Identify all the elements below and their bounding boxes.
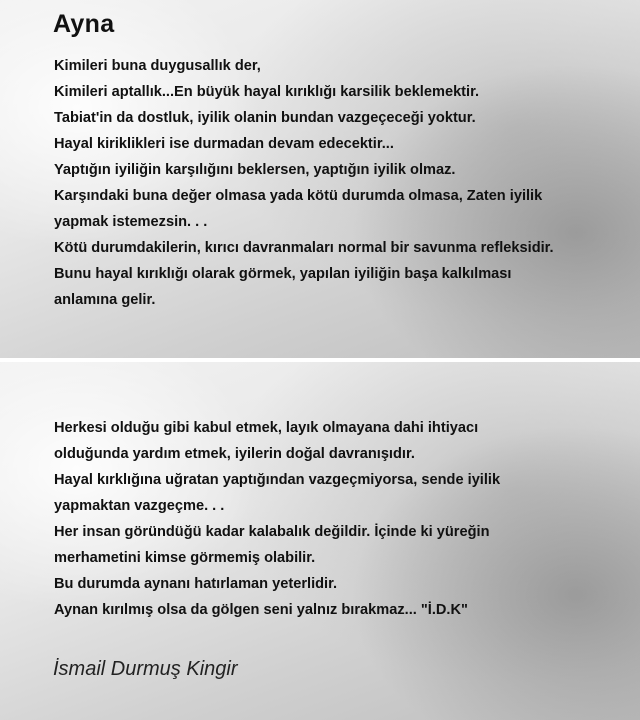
poem-line: Yaptığın iyiliğin karşılığını beklersen, yaptığın iyilik olmaz.: [54, 162, 456, 178]
stanza-2: [54, 415, 500, 623]
poem-line: Bunu hayal kırıklığı olarak görmek, yapılan iyiliğin başa kalkılması: [54, 266, 512, 282]
poem-line: merhametini kimse görmemiş olabilir.: [54, 550, 316, 566]
poem-line: anlamına gelir.: [54, 292, 156, 308]
poem-line: yapmak istemezsin. . .: [54, 214, 208, 230]
poem-panel-top: [0, 0, 640, 358]
poem-title: Ayna: [53, 10, 115, 38]
poem-line: Aynan kırılmış olsa da gölgen seni yalnız bırakmaz... "İ.D.K": [54, 602, 468, 618]
poem-author: İsmail Durmuş Kingir: [53, 658, 238, 680]
poem-line: Tabiat'in da dostluk, iyilik olanin bundan vazgeçeceği yoktur.: [54, 110, 476, 126]
poem-line: Hayal kiriklikleri ise durmadan devam edecektir...: [54, 136, 394, 152]
poem-line: Kimileri buna duygusallık der,: [54, 58, 261, 74]
poem-line: Herkesi olduğu gibi kabul etmek, layık olmayana dahi ihtiyacı: [54, 420, 479, 436]
poem-line: Kötü durumdakilerin, kırıcı davranmaları normal bir savunma refleksidir.: [54, 240, 554, 256]
poem-line: Hayal kırklığına uğratan yaptığından vazgeçmiyorsa, sende iyilik: [54, 472, 501, 488]
poem-line: Bu durumda aynanı hatırlaman yeterlidir.: [54, 576, 338, 592]
poem-line: Karşındaki buna değer olmasa yada kötü durumda olmasa, Zaten iyilik: [54, 188, 543, 204]
poem-line: olduğunda yardım etmek, iyilerin doğal davranışıdır.: [54, 446, 415, 462]
poem-line: Her insan göründüğü kadar kalabalık değildir. İçinde ki yüreğin: [54, 524, 490, 540]
stanza-1: [54, 53, 554, 313]
poem-line: Kimileri aptallık...En büyük hayal kırıklığı karsilik beklemektir.: [54, 84, 480, 100]
poem-panel-bottom: [0, 362, 640, 720]
poem-line: yapmaktan vazgeçme. . .: [54, 498, 225, 514]
